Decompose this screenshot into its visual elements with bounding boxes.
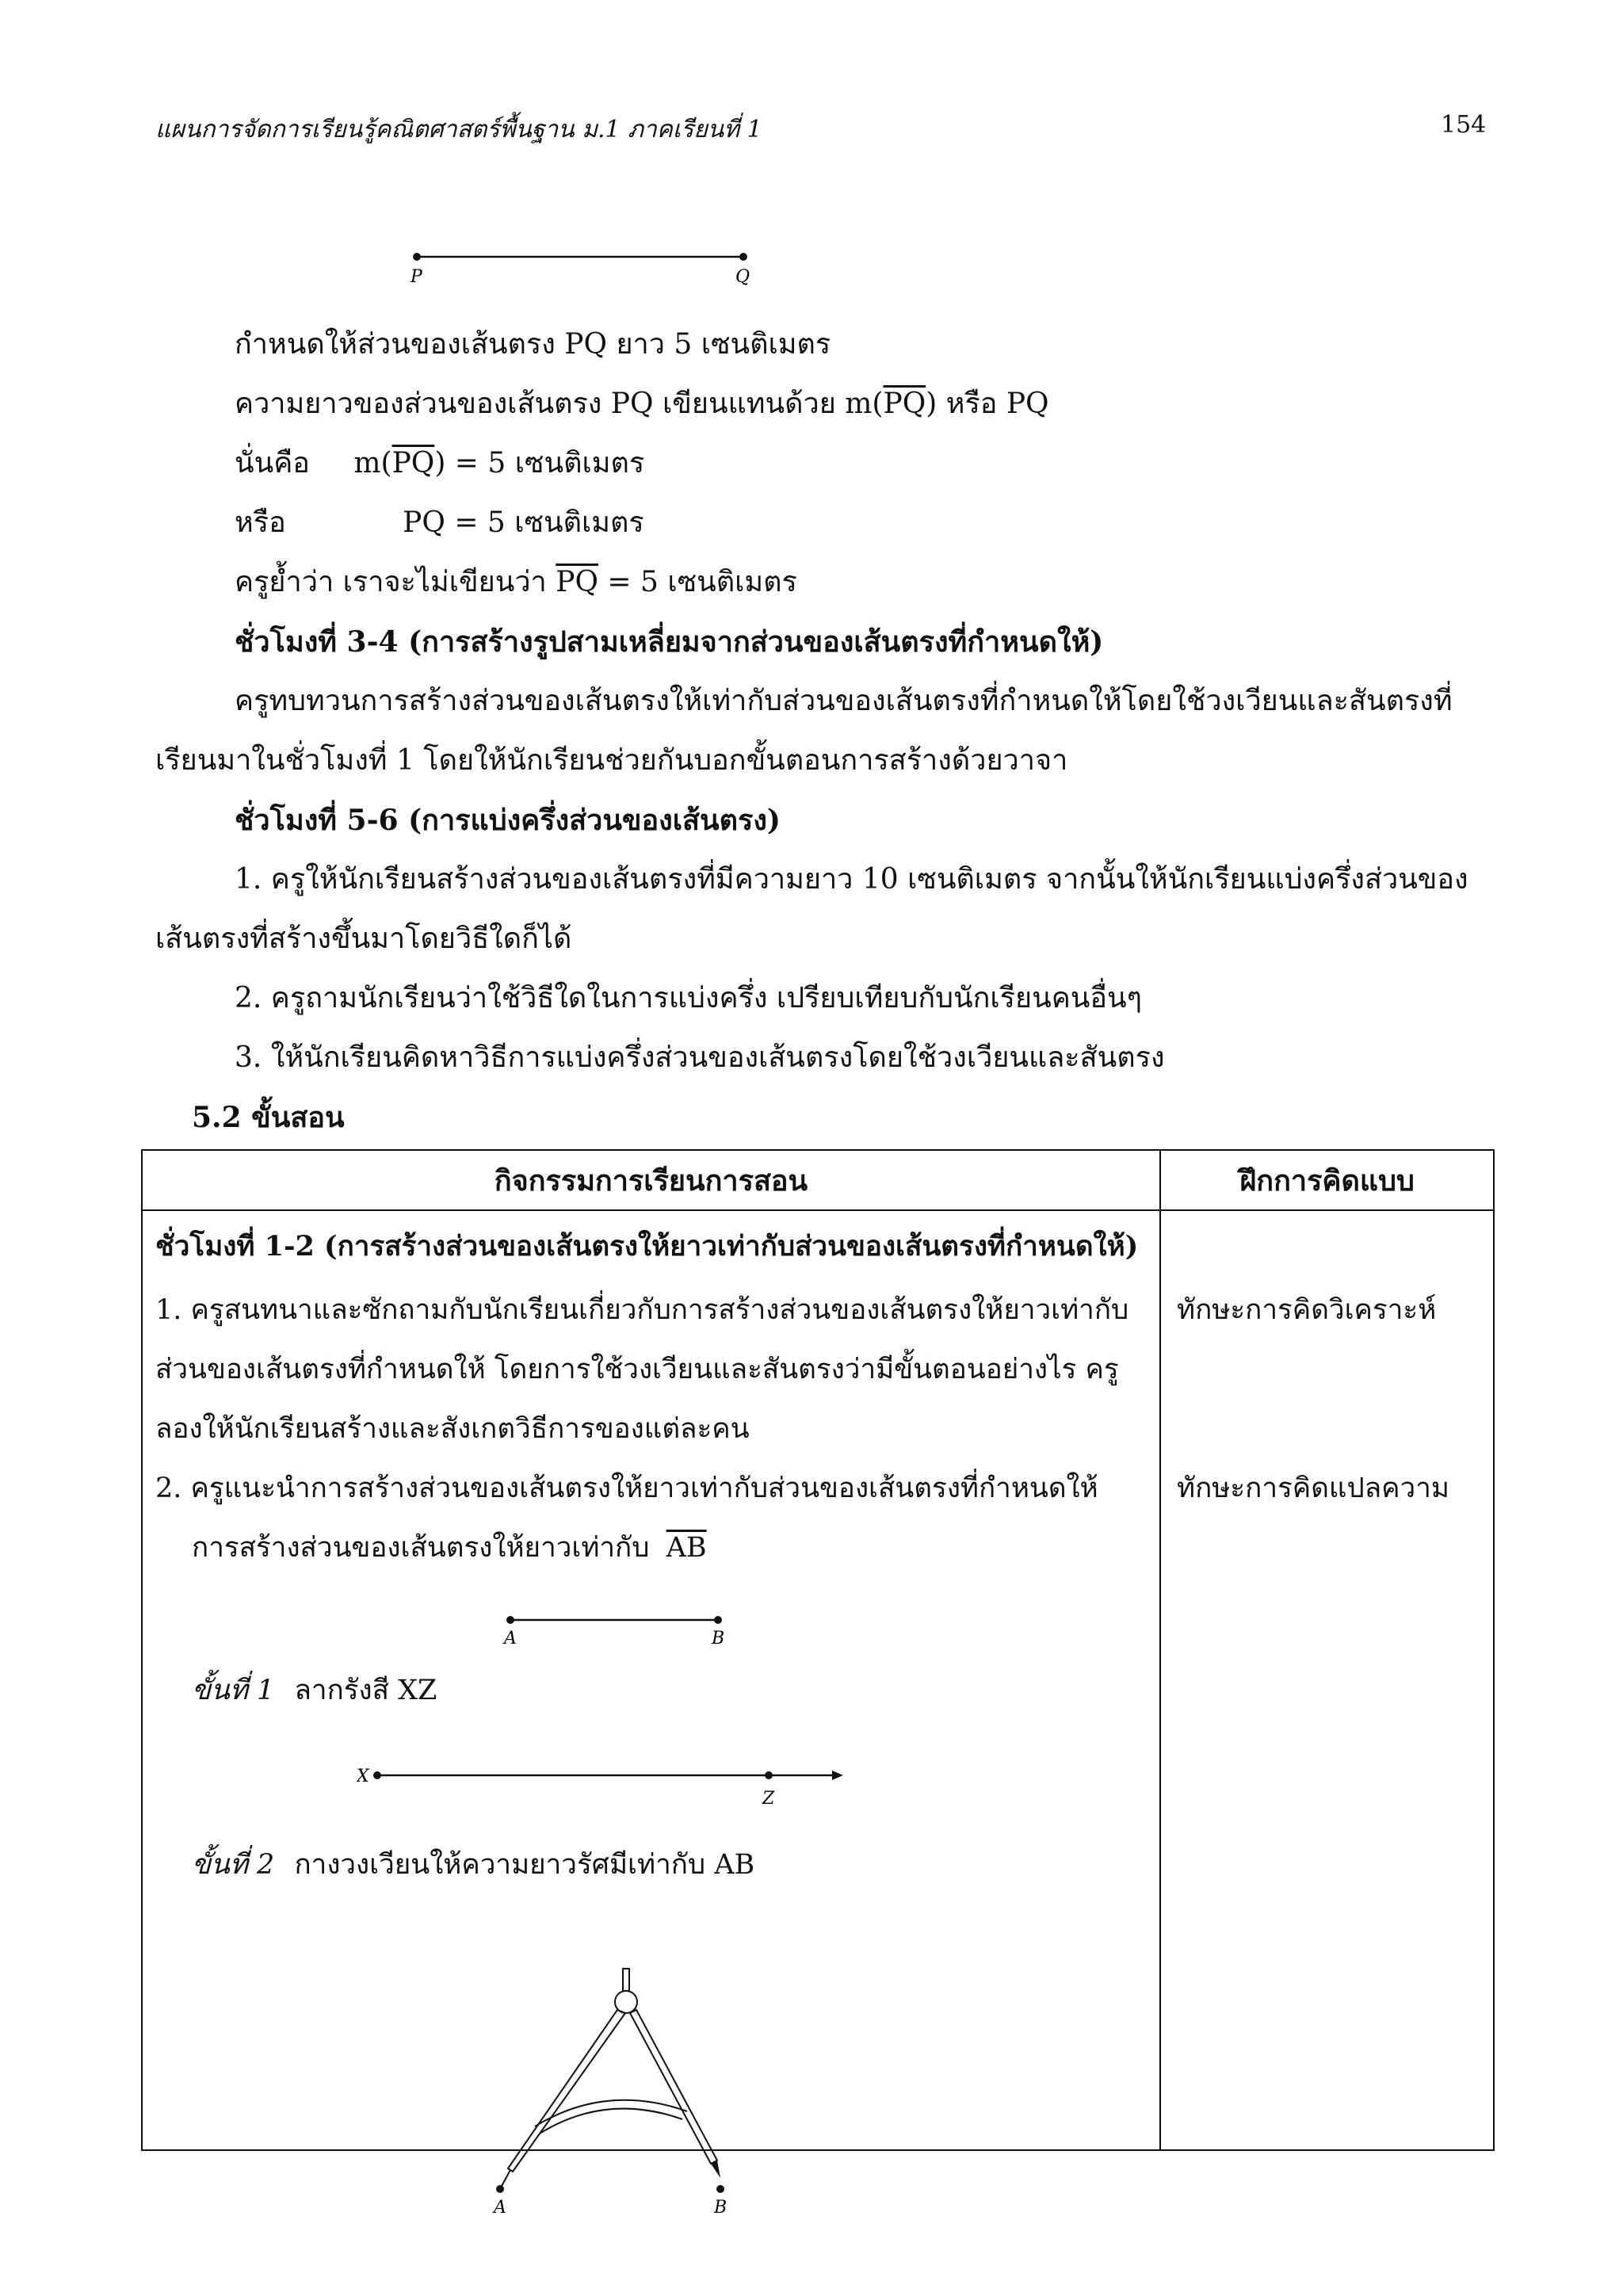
hour56-item-2: 2. ครูถามนักเรียนว่าใช้วิธีใดในการแบ่งครึ่ง เปรียบเทียบกับนักเรียนคนอื่นๆ (235, 982, 1142, 1014)
activities-table (141, 1149, 1495, 2218)
intro-line-5-pq: $\overline{PQ}$ (556, 566, 598, 598)
thinking-content (1161, 1211, 1493, 2149)
intro-line-4-a: หรือ (235, 506, 286, 539)
intro-line-5 (235, 563, 797, 602)
point-x (373, 1771, 381, 1779)
intro-line-1-text: กำหนดให้ส่วนของเส้นตรง PQ ยาว 5 เซนติเมตร (235, 328, 831, 361)
step-2 (192, 1845, 754, 1885)
col-header-thinking: ฝึกการคิดแบบ (1160, 1150, 1494, 1210)
intro-line-2-pq: $\overline{PQ}$ (883, 388, 926, 420)
step-1-number: ขั้นที่ 1 (192, 1675, 275, 1706)
hour34-heading: ชั่วโมงที่ 3-4 (การสร้างรูปสามเหลี่ยมจากส่วนของเส้นตรงที่กำหนดให้) (235, 625, 1104, 659)
hour56-item-1-line-2: เส้นตรงที่สร้างขึ้นมาโดยวิธีใดก็ได้ (155, 923, 572, 955)
intro-line-3-pq: $\overline{PQ}$ (391, 447, 435, 479)
point-z (765, 1771, 773, 1779)
compass-right-leg (630, 2010, 717, 2164)
label-compass-a: A (494, 2198, 506, 2218)
label-a: A (504, 1629, 517, 1648)
compass-handle (623, 1969, 629, 1991)
table-header-row (142, 1150, 1494, 1210)
step-1-text: ลากรังสี XZ (294, 1675, 437, 1706)
intro-line-5-b: = 5 เซนติเมตร (598, 566, 797, 598)
label-p: P (411, 267, 422, 287)
point-compass-a (496, 2185, 504, 2193)
step-2-text: กางวงเวียนให้ความยาวรัศมีเท่ากับ AB (294, 1849, 755, 1881)
point-p (413, 253, 421, 261)
table-item-1-line-3: ลองให้นักเรียนสร้างและสังเกตวิธีการของแต่ละคน (155, 1413, 750, 1445)
segment-ab-figure (491, 1607, 745, 1655)
intro-line-4 (235, 503, 644, 543)
intro-line-3 (235, 444, 644, 483)
running-header-title: แผนการจัดการเรียนรู้คณิตศาสตร์พื้นฐาน ม.1 ภาคเรียนที่ 1 (155, 116, 762, 143)
ray-xz-figure (357, 1758, 864, 1813)
table-item-2-line-2-text: การสร้างส่วนของเส้นตรงให้ยาวเท่ากับ (192, 1532, 650, 1564)
ray-arrowhead (832, 1771, 843, 1780)
activities-cell (142, 1210, 1160, 2218)
label-compass-b: B (714, 2198, 727, 2218)
point-q (739, 253, 747, 261)
page-number: 154 (1441, 111, 1487, 139)
intro-line-5-a: ครูย้ำว่า เราจะไม่เขียนว่า (235, 566, 547, 598)
step-1 (192, 1671, 437, 1710)
section-heading: 5.2 ขั้นสอน (192, 1101, 345, 1134)
intro-line-3-m: m( (353, 447, 392, 479)
intro-line-4-b: PQ = 5 เซนติเมตร (403, 506, 644, 539)
hour12-heading: ชั่วโมงที่ 1-2 (การสร้างส่วนของเส้นตรงให้ยาวเท่ากับส่วนของเส้นตรงที่กำหนดให้) (155, 1230, 1139, 1263)
hour56-item-3: 3. ให้นักเรียนคิดหาวิธีการแบ่งครึ่งส่วนของเส้นตรงโดยใช้วงเวียนและสันตรง (235, 1041, 1165, 1074)
table-item-1-line-2: ส่วนของเส้นตรงที่กำหนดให้ โดยการใช้วงเวียนและสันตรงว่ามีขั้นตอนอย่างไร ครู (155, 1354, 1119, 1385)
intro-line-2-b: ) หรือ PQ (926, 388, 1049, 420)
table-item-1-line-1: 1. ครูสนทนาและซักถามกับนักเรียนเกี่ยวกับการสร้างส่วนของเส้นตรงให้ยาวเท่ากับ (155, 1294, 1129, 1326)
table-item-2-line-2 (192, 1528, 707, 1568)
table-item-2-line-1: 2. ครูแนะนำการสร้างส่วนของเส้นตรงให้ยาวเท่ากับส่วนของเส้นตรงที่กำหนดให้ (155, 1473, 1098, 1504)
point-b (714, 1616, 722, 1624)
segment-pq-figure (396, 243, 761, 290)
table-row (142, 1210, 1494, 2150)
hour34-paragraph-line-2: เรียนมาในชั่วโมงที่ 1 โดยให้นักเรียนช่วยกันบอกขั้นตอนการสร้างด้วยวาจา (155, 744, 1068, 777)
label-b: B (712, 1629, 725, 1648)
activities-content (143, 1211, 1159, 2218)
intro-line-3-b: ) = 5 เซนติเมตร (434, 447, 645, 479)
point-compass-b (716, 2185, 724, 2193)
hour56-item-1-line-1: 1. ครูให้นักเรียนสร้างส่วนของเส้นตรงที่มีความยาว 10 เซนติเมตร จากนั้นให้นักเรียนแบ่งครึ่งส่วนของ (235, 863, 1468, 896)
intro-line-2-a: ความยาวของส่วนของเส้นตรง PQ เขียนแทนด้วย m( (235, 388, 884, 420)
step-2-number: ขั้นที่ 2 (192, 1849, 275, 1881)
point-a (506, 1616, 514, 1624)
intro-line-2 (235, 384, 1049, 424)
hour34-paragraph-line-1: ครูทบทวนการสร้างส่วนของเส้นตรงให้เท่ากับส่วนของเส้นตรงที่กำหนดให้โดยใช้วงเวียนและสันตรงที่ (235, 685, 1453, 717)
col-header-activities: กิจกรรมการเรียนการสอน (142, 1150, 1160, 1210)
compass-left-leg (508, 2010, 625, 2172)
thinking-cell (1160, 1210, 1494, 2150)
skill-analytical: ทักษะการคิดวิเคราะห์ (1177, 1294, 1437, 1326)
intro-line-3-a: นั่นคือ (235, 447, 310, 479)
hour56-heading: ชั่วโมงที่ 5-6 (การแบ่งครึ่งส่วนของเส้นตรง) (235, 804, 781, 837)
compass-pencil-tip (711, 2160, 720, 2178)
label-x: X (357, 1767, 369, 1786)
label-z: Z (762, 1789, 775, 1809)
table-item-2-ab: $\overline{AB}$ (666, 1532, 707, 1564)
intro-line-1 (235, 325, 831, 365)
compass-figure (479, 1964, 733, 2218)
skill-interpretation: ทักษะการคิดแปลความ (1177, 1473, 1449, 1504)
label-q: Q (735, 267, 750, 287)
